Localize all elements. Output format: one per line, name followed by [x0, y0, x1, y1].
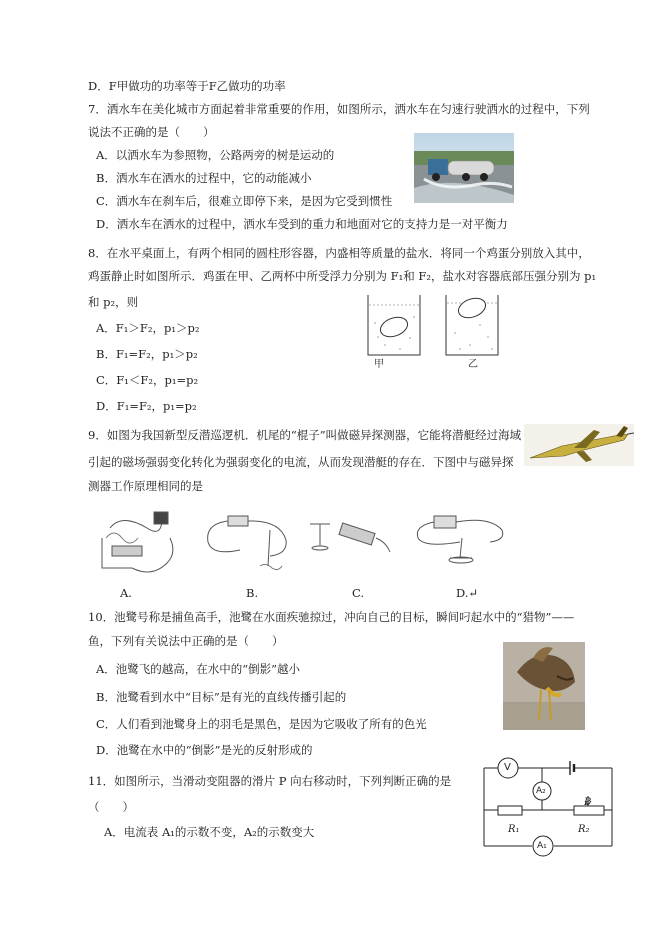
- ammeter-2-label: A₂: [536, 786, 546, 796]
- q7-option-c: C．洒水车在刹车后，很难立即停下来，是因为它受到惯性: [96, 194, 393, 208]
- q10-option-a: A．池鹭飞的越高，在水中的“倒影”越小: [96, 662, 301, 676]
- q8-option-a: A．F₁＞F₂，p₁＞p₂: [96, 321, 200, 335]
- q7-stem-line-2: 说法不正确的是（ ）: [88, 125, 215, 139]
- q11-stem-line-1: 11．如图所示，当滑动变阻器的滑片 P 向右移动时，下列判断正确的是: [88, 774, 452, 788]
- figure-label-d: D.↵: [456, 586, 479, 600]
- figure-label-c: C.: [352, 586, 365, 600]
- r1-label: R₁: [508, 824, 520, 835]
- q9-stem-line-1: 9．如图为我国新型反潜巡逻机．机尾的“棍子”叫做磁异探测器，它能将潜艇经过海域: [88, 428, 522, 442]
- q6-option-d: D．F甲做功的功率等于F乙做功的功率: [88, 79, 286, 93]
- figure-label-b: B.: [246, 586, 259, 600]
- figure-b-coil-and-needle: [200, 510, 295, 580]
- r2-label: R₂: [578, 824, 590, 835]
- q7-stem-line-1: 7．洒水车在美化城市方面起着非常重要的作用，如图所示，洒水车在匀速行驶洒水的过程中，下列: [88, 102, 590, 116]
- q9-stem-line-3: 测器工作原理相同的是: [88, 479, 203, 493]
- q10-option-c: C．人们看到池鹭身上的羽毛是黑色，是因为它吸收了所有的色光: [96, 717, 427, 731]
- patrol-aircraft-photo: [524, 424, 634, 466]
- label-yi: 乙: [468, 359, 478, 370]
- q8-stem-line-2: 鸡蛋静止时如图所示．鸡蛋在甲、乙两杯中所受浮力分别为 F₁和 F₂，盐水对容器底部压强分别为 p₁: [88, 269, 597, 283]
- voltmeter-label: V: [504, 762, 511, 773]
- q10-stem-line-1: 10．池鹭号称是捕鱼高手，池鹭在水面疾驰掠过，冲向自己的目标，瞬间叼起水中的“猎物”——: [88, 610, 575, 624]
- q8-option-b: B．F₁=F₂，p₁＞p₂: [96, 347, 198, 361]
- q11-option-a: A．电流表 A₁的示数不变，A₂的示数变大: [104, 825, 315, 839]
- q11-stem-line-2: （ ）: [88, 800, 134, 814]
- q7-option-d: D．洒水车在洒水的过程中，洒水车受到的重力和地面对它的支持力是一对平衡力: [96, 217, 508, 231]
- q9-stem-line-2: 引起的磁场强弱变化转化为强弱变化的电流，从而发现潜艇的存在．下图中与磁异探: [88, 455, 514, 469]
- q10-option-b: B．池鹭看到水中“目标”是有光的直线传播引起的: [96, 690, 347, 704]
- q8-stem-line-1: 8．在水平桌面上，有两个相同的圆柱形容器，内盛相等质量的盐水．将同一个鸡蛋分别放入其中，: [88, 246, 590, 260]
- q10-option-d: D．池鹭在水中的“倒影”是光的反射形成的: [96, 743, 313, 757]
- sprinkler-truck-photo: [414, 133, 514, 203]
- figure-c-electromagnet: [300, 512, 400, 578]
- slider-p-label: P: [584, 797, 591, 808]
- q8-stem-line-3: 和 p₂，则: [88, 295, 139, 309]
- q8-option-c: C．F₁＜F₂，p₁=p₂: [96, 373, 199, 387]
- heron-photo: [503, 642, 585, 730]
- label-jia: 甲: [374, 359, 384, 370]
- q8-option-d: D．F₁=F₂，p₁=p₂: [96, 399, 197, 413]
- figure-label-a: A.: [120, 586, 132, 600]
- figure-a-magnet-coil: [92, 508, 187, 583]
- figure-d-coil-and-compass: [410, 508, 510, 578]
- ammeter-1-label: A₁: [537, 841, 547, 851]
- q7-option-b: B．洒水车在洒水的过程中，它的动能减小: [96, 171, 312, 185]
- q7-option-a: A．以洒水车为参照物，公路两旁的树是运动的: [96, 148, 335, 162]
- q10-stem-line-2: 鱼，下列有关说法中正确的是（ ）: [88, 634, 284, 648]
